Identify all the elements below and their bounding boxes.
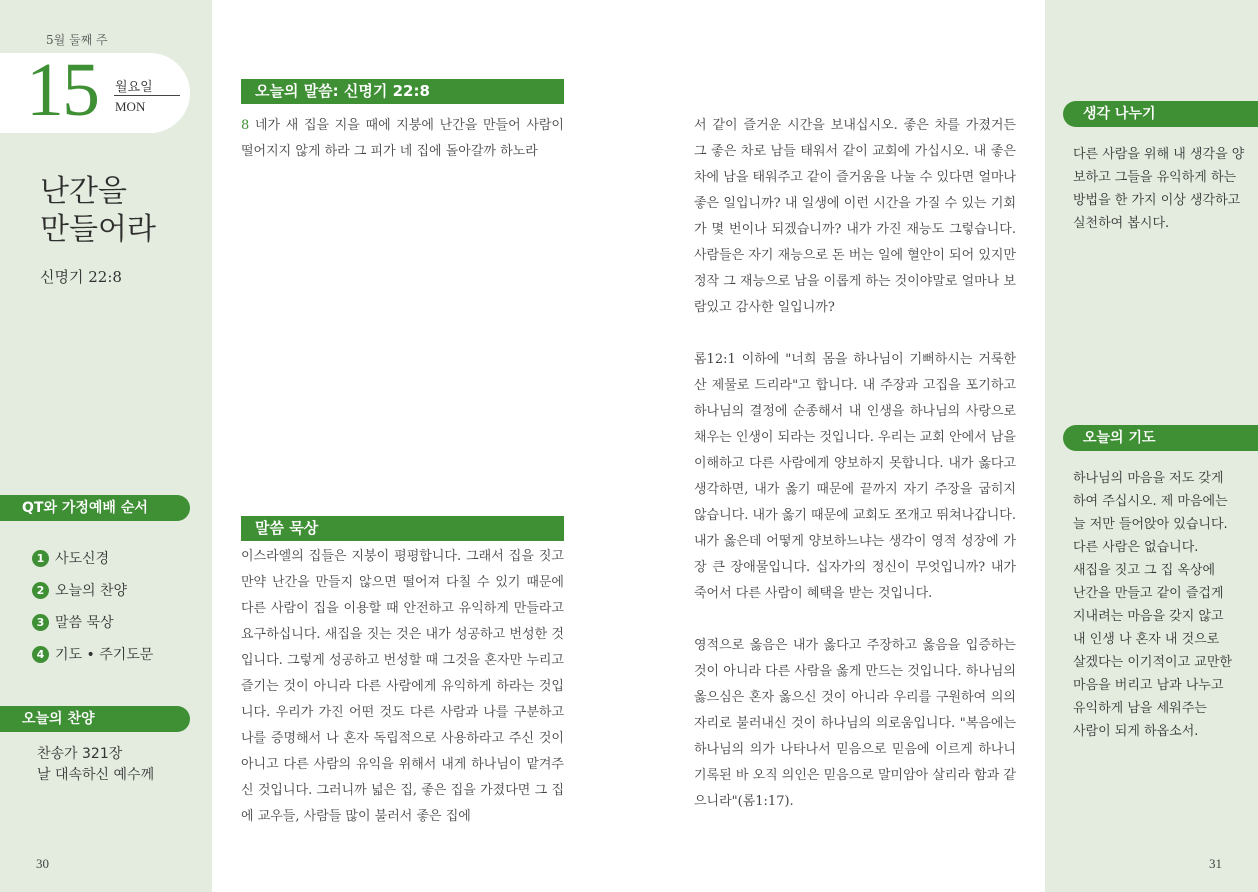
- step-label: 오늘의 찬양: [55, 583, 128, 599]
- qt-order-list: [32, 542, 153, 670]
- day-divider: [114, 95, 180, 96]
- step-label: 사도신경: [55, 551, 110, 567]
- paragraph: 롬12:1 이하에 "너희 몸을 하나님이 기뻐하시는 거룩한 산 제물로 드리라"고 합니다. 내 주장과 고집을 포기하고 하나님의 결정에 순종해서 내 인생을 하나님의 사랑으로 채우는 인생이 되라는 것입니다. 우리는 교회 안에서 남을 이해하고 다른 사람에게 양보하지 못합니다. 내가 옳다고 생각하면, 내가 옳기 때문에 끝까지 자기 주장을 굽히지 않습니다. 내가 옳기 때문에 교회도 쪼개고 뛰쳐나갑니다. 내가 옳은데 어떻게 양보하느냐는 생각이 영적 성장에 가장 큰 장애물입니다. 십자가의 정신이 무엇입니까? 내가 죽어서 다른 사람이 혜택을 받는 것입니다.: [694, 352, 1016, 601]
- prayer-line: 늘 저만 들어앉아 있습니다.: [1073, 517, 1228, 532]
- prayer-line: 난간을 만들고 같이 즐겁게: [1073, 586, 1224, 601]
- scripture-reference: 신명기 22:8: [40, 268, 122, 286]
- step-number-badge: 4: [32, 646, 49, 663]
- prayer-line: 새집을 짓고 그 집 옥상에: [1073, 563, 1216, 578]
- page-title: 난간을 만들어라: [40, 174, 156, 247]
- week-label: 5월 둘째 주: [46, 33, 108, 47]
- todays-song-heading: 오늘의 찬양: [0, 706, 190, 732]
- list-item: [32, 574, 153, 606]
- paragraph: 서 같이 즐거운 시간을 보내십시오. 좋은 차를 가졌거든 그 좋은 차로 남들 태워서 같이 교회에 가십시오. 내 좋은 차에 남을 태워주고 같이 즐거움을 나눌 수 있다면 얼마나 좋은 일입니까? 내 일생에 이런 시간을 가질 수 있는 기회가 몇 번이나 되겠습니까? 내가 가진 재능도 그렇습니다. 사람들은 자기 재능으로 돈 버는 일에 혈안이 되어 있지만 정작 그 재능으로 남을 이롭게 하는 것이야말로 얼마나 보람있고 감사한 일입니까?: [694, 118, 1016, 315]
- verse-text: [241, 113, 564, 165]
- todays-prayer-heading: 오늘의 기도: [1063, 425, 1258, 451]
- prayer-text: [1073, 467, 1248, 743]
- day-korean: 월요일: [115, 80, 153, 95]
- step-number-badge: 3: [32, 614, 49, 631]
- prayer-line: 살겠다는 이기적이고 교만한: [1073, 655, 1232, 670]
- hymn-title: 날 대속하신 예수께: [37, 767, 155, 783]
- prayer-line: 지내려는 마음을 갖지 않고: [1073, 609, 1224, 624]
- prayer-line: 하나님의 마음을 저도 갖게: [1073, 471, 1224, 486]
- prayer-line: 마음을 버리고 남과 나누고: [1073, 678, 1224, 693]
- sharing-text: 다른 사람을 위해 내 생각을 양보하고 그들을 유익하게 하는 방법을 한 가지 이상 생각하고 실천하여 봅시다.: [1073, 147, 1245, 231]
- step-label: 말씀 묵상: [55, 615, 114, 631]
- meditation-heading: 말씀 묵상: [241, 516, 564, 541]
- verse-body: 네가 새 집을 지을 때에 지붕에 난간을 만들어 사람이 떨어지지 않게 하라 그 피가 네 집에 돌아갈까 하노라: [241, 118, 564, 159]
- date-number: 15: [26, 48, 98, 132]
- prayer-line: 다른 사람은 없습니다.: [1073, 540, 1199, 555]
- step-number-badge: 1: [32, 550, 49, 567]
- page-number-left: 30: [36, 856, 49, 871]
- step-number-badge: 2: [32, 582, 49, 599]
- todays-word-heading: 오늘의 말씀: 신명기 22:8: [241, 79, 564, 104]
- meditation-continued: [694, 113, 1016, 841]
- prayer-line: 내 인생 나 혼자 내 것으로: [1073, 632, 1220, 647]
- list-item: [32, 606, 153, 638]
- list-item: [32, 542, 153, 574]
- hymn-number: 찬송가 321장: [37, 746, 123, 762]
- prayer-line: 하여 주십시오. 제 마음에는: [1073, 494, 1228, 509]
- prayer-line: 사람이 되게 하옵소서.: [1073, 724, 1199, 739]
- step-label: 기도 • 주기도문: [55, 647, 154, 663]
- verse-number: 8: [241, 118, 250, 133]
- day-english: MON: [115, 99, 146, 114]
- prayer-line: 유익하게 남을 세워주는: [1073, 701, 1207, 716]
- paragraph: 영적으로 옳음은 내가 옳다고 주장하고 옳음을 입증하는 것이 아니라 다른 사람을 옳게 만드는 것입니다. 하나님의 옳으심은 혼자 옳으신 것이 아니라 우리를 구원하여 의의 자리로 불러내신 것이 하나님의 의로움입니다. "복음에는 하나님의 의가 나타나서 믿음으로 믿음에 이르게 하나니 기록된 바 오직 의인은 믿음으로 말미암아 살리라 함과 같으니라"(롬1:17).: [694, 638, 1016, 809]
- list-item: [32, 638, 153, 670]
- page-number-right: 31: [1209, 856, 1222, 871]
- meditation-text: 이스라엘의 집들은 지붕이 평평합니다. 그래서 집을 짓고 만약 난간을 만들지 않으면 떨어져 다칠 수 있기 때문에 다른 사람이 집을 이용할 때 안전하고 유익하게 만들라고 요구하십니다. 새집을 짓는 것은 내가 성공하고 번성한 것입니다. 그렇게 성공하고 번성할 때 그것을 혼자만 누리고 즐기는 것이 아니라 다른 사람에게 유익하게 하라는 것입니다. 우리가 가진 어떤 것도 다른 사람과 나를 구분하고 나를 증명해서 나 혼자 독립적으로 사용하라고 주신 것이 아니고 다른 사람의 유익을 위해서 내게 하나님이 맡겨주신 것입니다. 그러니까 넓은 집, 좋은 집을 가졌다면 그 집에 교우들, 사람들 많이 불러서 좋은 집에: [241, 549, 564, 824]
- sharing-heading: 생각 나누기: [1063, 101, 1258, 127]
- qt-order-heading: QT와 가정예배 순서: [0, 495, 190, 521]
- todays-song-text: [37, 744, 154, 786]
